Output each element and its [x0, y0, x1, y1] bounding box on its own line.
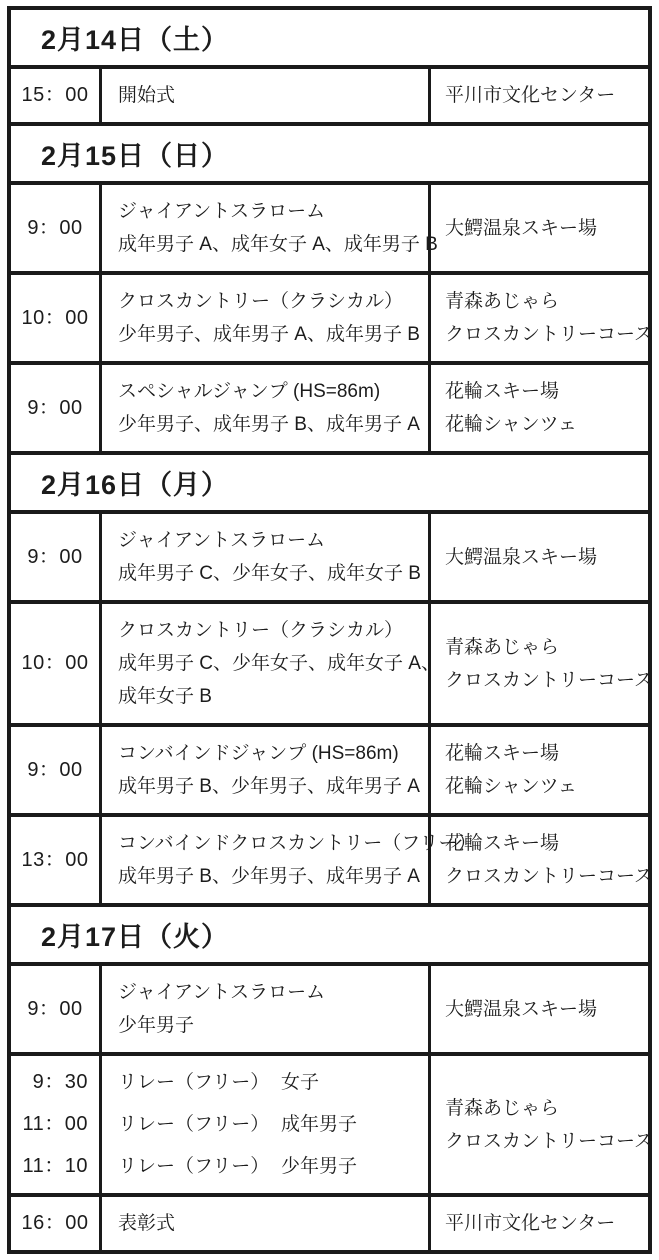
date-header — [11, 903, 648, 962]
schedule-row — [11, 361, 648, 451]
event-groups: 少年男子、成年男子 A、成年男子 B — [118, 324, 420, 345]
time-value: 15：00 — [21, 84, 89, 106]
event-groups: 成年女子 B — [118, 686, 212, 707]
schedule-row — [11, 65, 648, 122]
event-title: ジャイアントスラローム — [118, 201, 326, 222]
location-line: クロスカントリーコース — [445, 324, 654, 345]
time-cell — [11, 966, 99, 1052]
relay-line — [118, 1066, 420, 1099]
time-cell — [11, 185, 99, 271]
event-title: クロスカントリー（クラシカル） — [118, 620, 404, 641]
location-cell — [428, 1197, 648, 1250]
date-header — [11, 451, 648, 510]
location-line: クロスカントリーコース — [445, 1130, 654, 1152]
event-group: 少年男子 — [281, 1156, 358, 1177]
location-line: 大鰐温泉スキー場 — [445, 998, 598, 1020]
time-value: 10：00 — [21, 652, 89, 674]
event-cell — [99, 185, 438, 271]
time-cell — [11, 727, 99, 813]
event-title: リレー（フリー） — [118, 1156, 270, 1177]
time-cell — [11, 365, 99, 451]
time-cell — [11, 604, 99, 723]
event-cell — [99, 365, 428, 451]
event-cell — [99, 966, 428, 1052]
location-cell — [428, 514, 648, 600]
time-cell — [11, 514, 99, 600]
event-groups: 少年男子、成年男子 B、成年男子 A — [118, 414, 420, 435]
location-line: 花輪シャンツェ — [445, 776, 577, 797]
location-line: 花輪スキー場 — [445, 833, 560, 854]
event-title: リレー（フリー） — [118, 1114, 270, 1135]
location-line: 青森あじゃら — [445, 1097, 560, 1119]
time-value: 10：00 — [21, 306, 89, 329]
time-value: 13：00 — [21, 848, 89, 871]
time-cell — [11, 817, 99, 903]
time-value: 9：30 — [32, 1071, 88, 1093]
location-line: クロスカントリーコース — [445, 866, 654, 887]
schedule-row — [11, 813, 654, 903]
event-groups: 成年男子 B、少年男子、成年男子 A — [118, 866, 420, 887]
time-value: 11：00 — [22, 1113, 88, 1135]
event-cell — [99, 69, 428, 122]
relay-line — [118, 1108, 420, 1141]
event-title: コンバインドクロスカントリー（フリー） — [118, 833, 477, 854]
event-cell — [99, 727, 428, 813]
time-cell — [11, 69, 99, 122]
event-title: スペシャルジャンプ (HS=86m) — [118, 381, 381, 402]
location-cell — [428, 275, 659, 361]
time-value: 9：00 — [27, 216, 83, 239]
schedule-row — [11, 600, 654, 723]
location-line: 花輪スキー場 — [445, 743, 560, 764]
time-value: 9：00 — [27, 545, 83, 568]
date-label: 2月16日（月） — [41, 470, 230, 500]
location-cell — [428, 817, 659, 903]
event-groups: 成年男子 C、少年女子、成年女子 A、 — [118, 653, 440, 674]
event-title: 表彰式 — [118, 1213, 176, 1234]
location-cell — [428, 966, 648, 1052]
location-cell — [428, 185, 648, 271]
schedule-row — [11, 723, 648, 813]
schedule-row-relay — [11, 1052, 654, 1193]
event-groups: 成年男子 C、少年女子、成年女子 B — [118, 563, 421, 584]
schedule-row — [11, 510, 648, 600]
event-title: ジャイアントスラローム — [118, 982, 326, 1003]
date-label: 2月17日（火） — [41, 922, 230, 952]
location-line: 大鰐温泉スキー場 — [445, 546, 598, 568]
event-cell — [99, 514, 428, 600]
event-groups: 成年男子 A、成年女子 A、成年男子 B — [118, 234, 438, 255]
event-title: リレー（フリー） — [118, 1072, 270, 1093]
event-group: 成年男子 — [281, 1114, 358, 1135]
schedule-row — [11, 271, 654, 361]
location-line: 花輪スキー場 — [445, 381, 560, 402]
event-cell — [99, 817, 477, 903]
event-cell — [99, 1056, 428, 1193]
location-line: 青森あじゃら — [445, 636, 560, 658]
event-cell — [99, 275, 428, 361]
event-title: コンバインドジャンプ (HS=86m) — [118, 743, 399, 764]
schedule-row — [11, 181, 648, 271]
location-line: 花輪シャンツェ — [445, 414, 577, 435]
event-cell — [99, 1197, 428, 1250]
location-line: 青森あじゃら — [445, 291, 560, 312]
time-cell — [11, 1056, 99, 1193]
event-title: クロスカントリー（クラシカル） — [118, 291, 404, 312]
event-group: 女子 — [281, 1072, 320, 1093]
schedule-row — [11, 962, 648, 1052]
location-cell — [428, 69, 648, 122]
time-value: 11：10 — [22, 1155, 88, 1177]
location-cell — [428, 604, 659, 723]
date-label: 2月14日（土） — [41, 25, 230, 55]
time-cell — [11, 1197, 99, 1250]
time-value: 9：00 — [27, 997, 83, 1020]
time-cell — [11, 275, 99, 361]
date-header — [11, 122, 648, 181]
time-value: 16：00 — [21, 1212, 89, 1234]
event-title: 開始式 — [118, 85, 176, 106]
event-groups: 成年男子 B、少年男子、成年男子 A — [118, 776, 420, 797]
location-cell — [428, 1056, 659, 1193]
schedule-table — [7, 6, 652, 1254]
location-cell — [428, 727, 648, 813]
time-value: 9：00 — [27, 396, 83, 419]
location-line: クロスカントリーコース — [445, 669, 654, 691]
event-groups: 少年男子 — [118, 1015, 195, 1036]
time-value: 9：00 — [27, 758, 83, 781]
date-header — [11, 10, 648, 65]
event-title: ジャイアントスラローム — [118, 530, 326, 551]
location-line: 大鰐温泉スキー場 — [445, 217, 598, 239]
location-cell — [428, 365, 648, 451]
event-cell — [99, 604, 440, 723]
location-line: 平川市文化センター — [445, 85, 616, 106]
location-line: 平川市文化センター — [445, 1213, 616, 1234]
date-label: 2月15日（日） — [41, 141, 230, 171]
relay-line — [118, 1150, 420, 1183]
